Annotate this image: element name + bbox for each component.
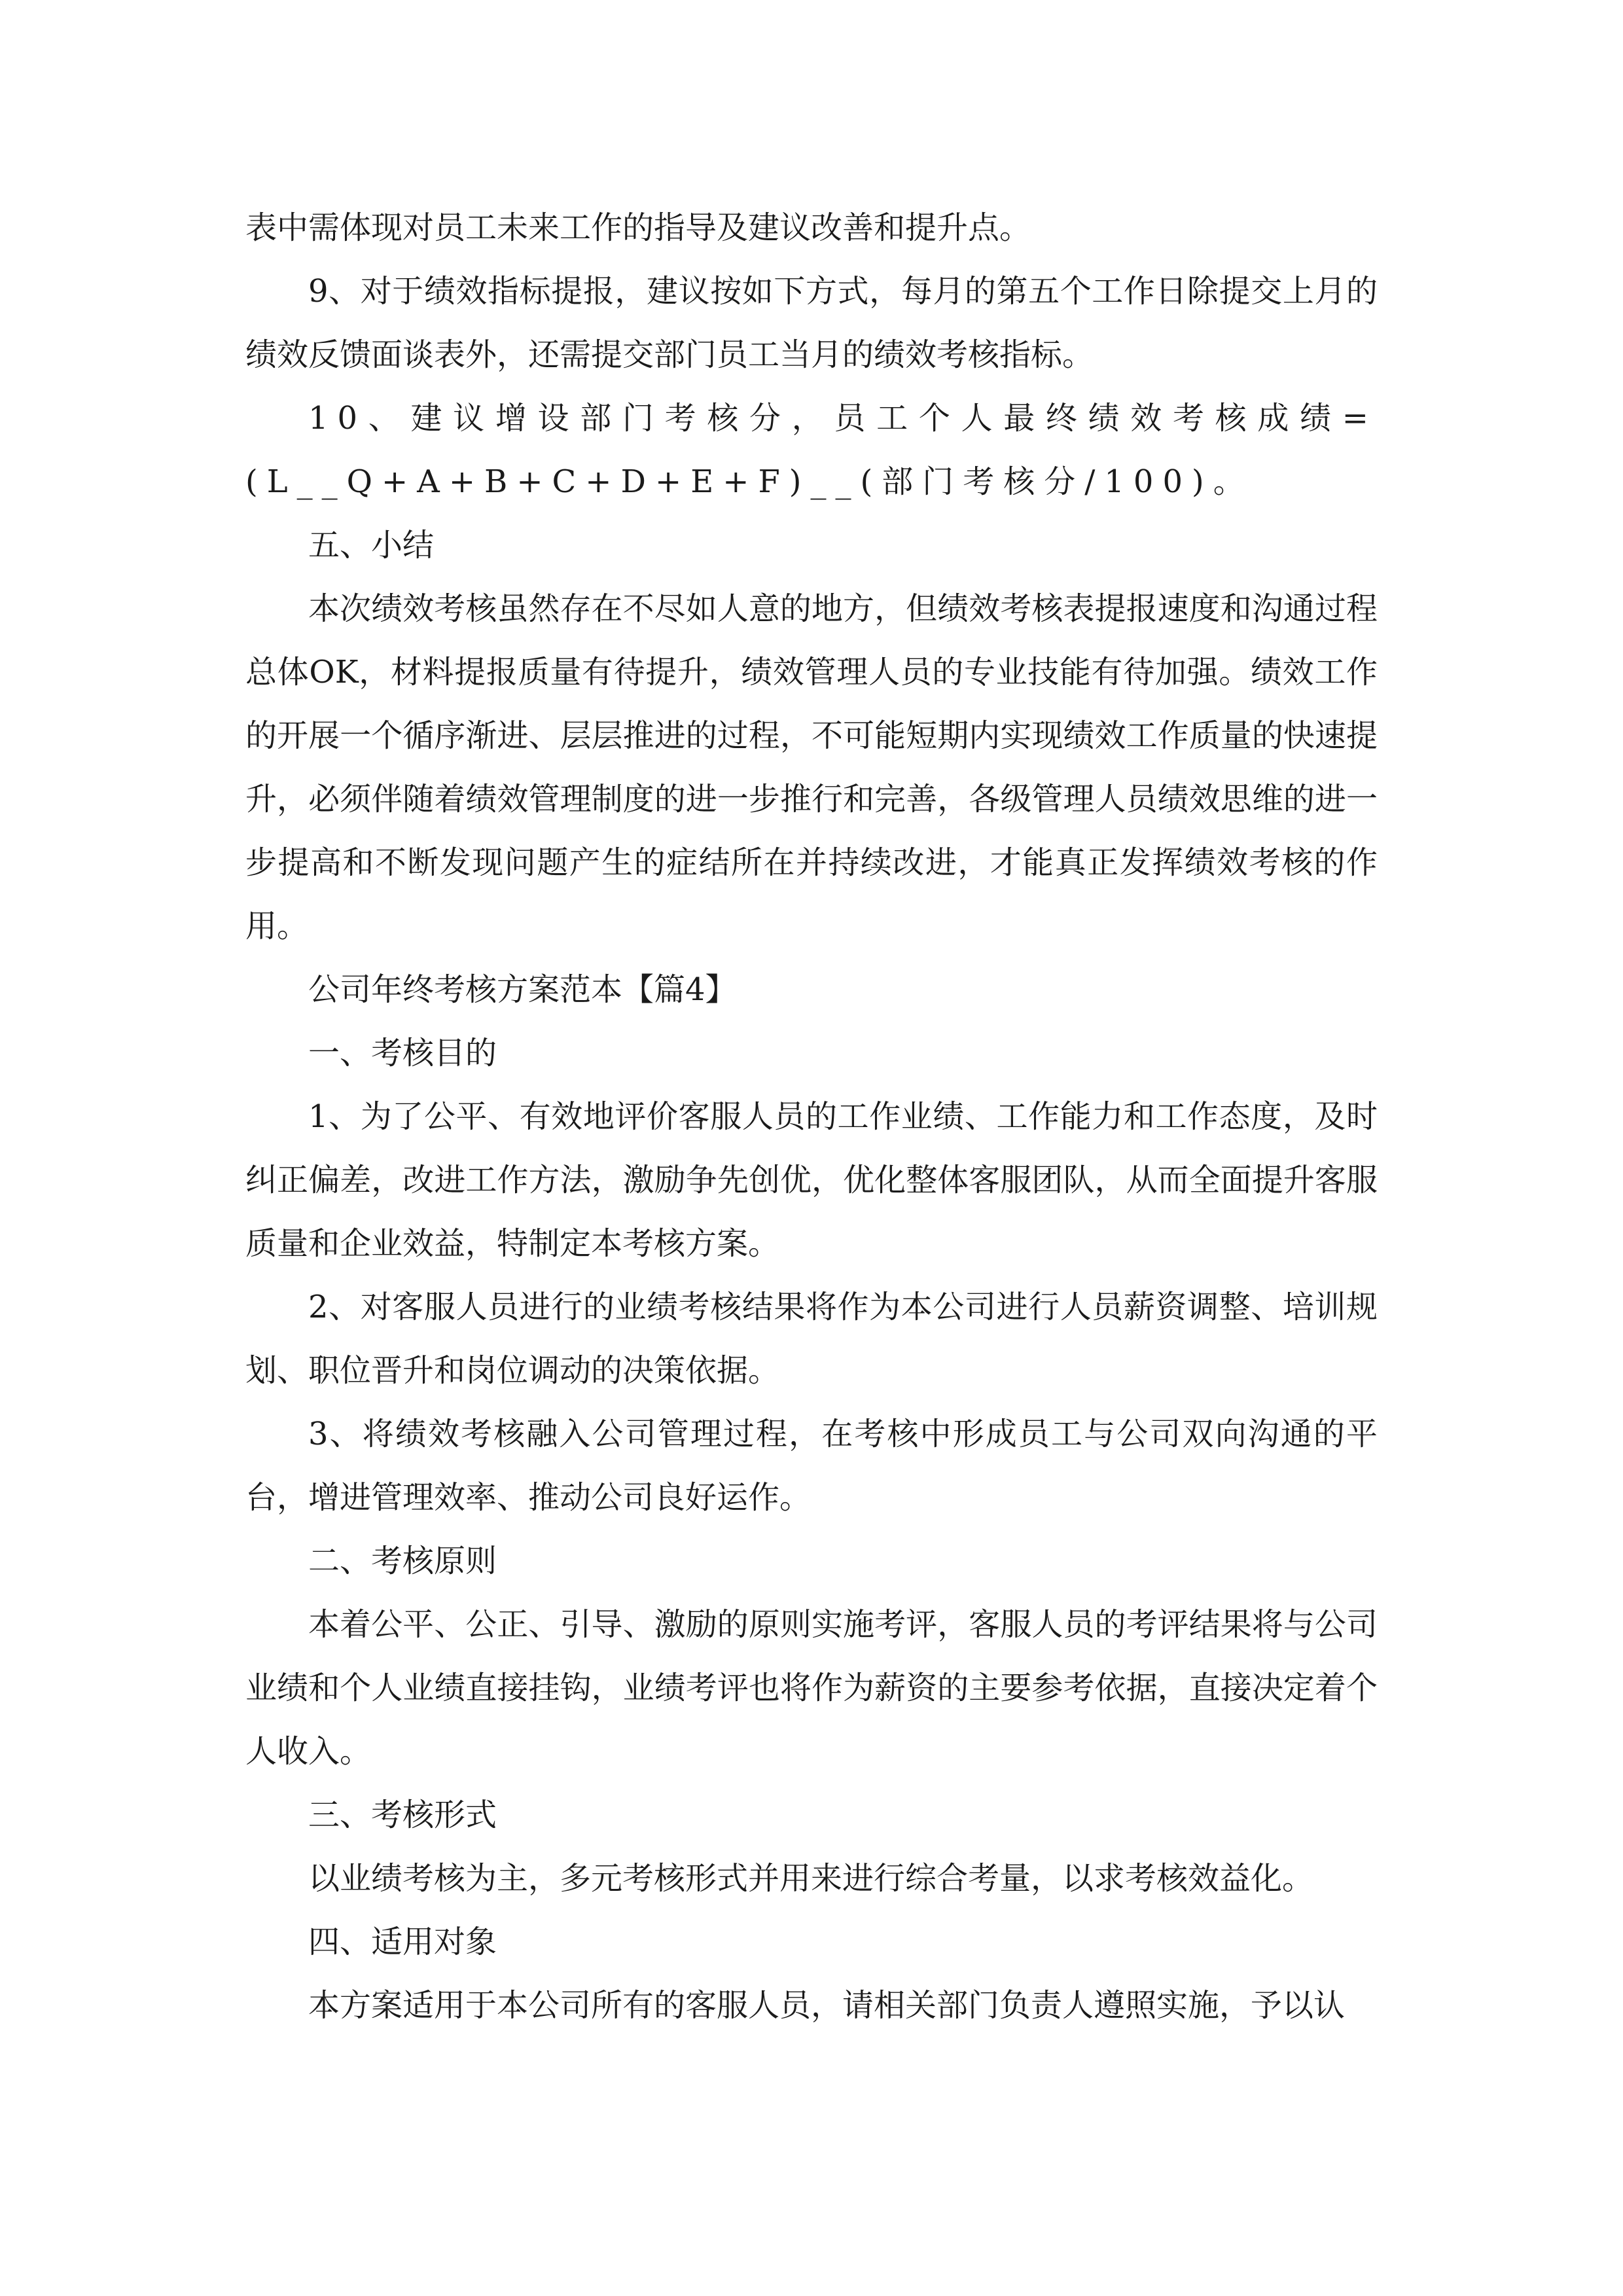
paragraph-principle: 本着公平、公正、引导、激励的原则实施考评，客服人员的考评结果将与公司业绩和个人业绩直接挂钩，业绩考评也将作为薪资的主要参考依据，直接决定着个人收入。: [245, 1606, 1378, 1770]
section-heading-purpose: 一、考核目的: [308, 1035, 497, 1071]
list-item-10: 10、建议增设部门考核分，员工个人最终绩效考核成绩=(L__Q+A+B+C+D+E+F)__(部门考核分/100)。: [245, 400, 1378, 500]
list-item-3: 3、将绩效考核融入公司管理过程，在考核中形成员工与公司双向沟通的平台，增进管理效率、推动公司良好运作。: [245, 1416, 1378, 1516]
document-body: [245, 196, 1378, 2037]
article-title: 公司年终考核方案范本【篇4】: [308, 971, 737, 1008]
paragraph-scope: 本方案适用于本公司所有的客服人员，请相关部门负责人遵照实施，予以认: [308, 1987, 1346, 2024]
section-heading-scope: 四、适用对象: [308, 1924, 497, 1960]
list-item-9: 9、对于绩效指标提报，建议按如下方式，每月的第五个工作日除提交上月的绩效反馈面谈表外，还需提交部门员工当月的绩效考核指标。: [245, 273, 1378, 373]
list-item-2: 2、对客服人员进行的业绩考核结果将作为本公司进行人员薪资调整、培训规划、职位晋升和岗位调动的决策依据。: [245, 1289, 1378, 1389]
section-heading-principle: 二、考核原则: [308, 1543, 497, 1579]
list-item-1: 1、为了公平、有效地评价客服人员的工作业绩、工作能力和工作态度，及时纠正偏差，改进工作方法，激励争先创优，优化整体客服团队，从而全面提升客服质量和企业效益，特制定本考核方案。: [245, 1098, 1378, 1262]
paragraph-summary: 本次绩效考核虽然存在不尽如人意的地方，但绩效考核表提报速度和沟通过程总体OK，材料提报质量有待提升，绩效管理人员的专业技能有待加强。绩效工作的开展一个循序渐进、层层推进的过程，不可能短期内实现绩效工作质量的快速提升，必须伴随着绩效管理制度的进一步推行和完善，各级管理人员绩效思维的进一步提高和不断发现问题产生的症结所在并持续改进，才能真正发挥绩效考核的作用。: [245, 590, 1378, 944]
paragraph-form: 以业绩考核为主，多元考核形式并用来进行综合考量，以求考核效益化。: [308, 1860, 1314, 1897]
section-heading-summary: 五、小结: [308, 527, 435, 564]
paragraph-continuation: 表中需体现对员工未来工作的指导及建议改善和提升点。: [245, 209, 1031, 246]
section-heading-form: 三、考核形式: [308, 1797, 497, 1833]
